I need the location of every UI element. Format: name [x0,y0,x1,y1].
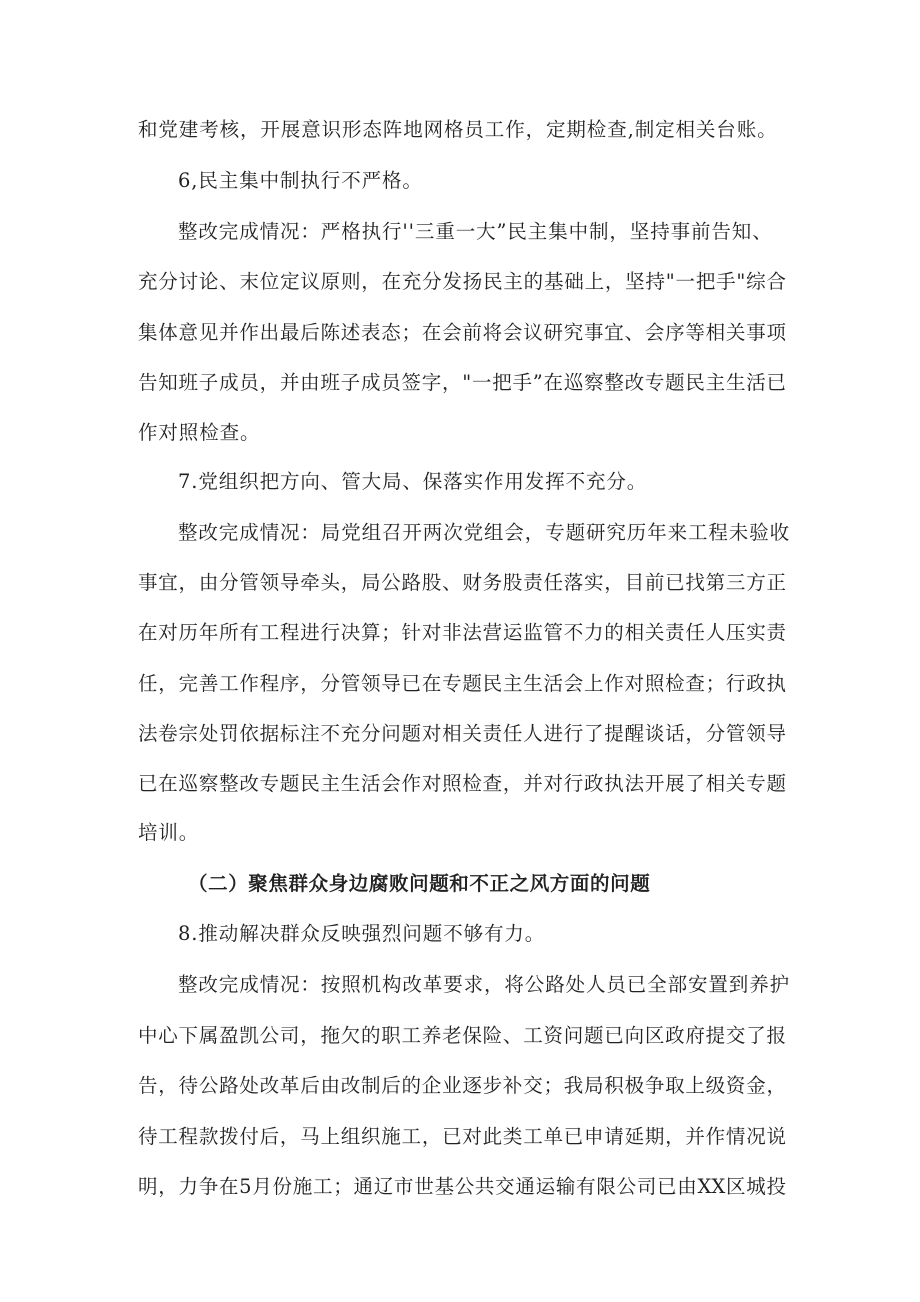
paragraph-line: 事宜，由分管领导牵头，局公路股、财务股责任落实，目前已找第三方正 [138,571,786,594]
paragraph-line: 作对照检查。 [138,421,261,444]
paragraph-line: 培训。 [138,821,200,844]
paragraph-line: 任，完善工作程序，分管领导已在专题民主生活会上作对照检查；行政执 [138,672,786,695]
section-heading: （二）聚焦群众身边腐败问题和不正之风方面的问题 [188,872,651,895]
paragraph-line: 中心下属盈凯公司，拖欠的职工养老保险、工资问题已向区政府提交了报 [138,1024,786,1047]
paragraph-line: 在对历年所有工程进行决算；针对非法营运监管不力的相关责任人压实责 [138,621,786,644]
paragraph-line: 法卷宗处罚依据标注不充分问题对相关责任人进行了提醒谈话，分管领导 [138,722,786,745]
paragraph-line: 告知班子成员，并由班子成员签字，"一把手”在巡察整改专题民主生活已 [138,371,786,394]
item-heading-6: 6,民主集中制执行不严格。 [178,169,423,192]
paragraph-line: 整改完成情况：局党组召开两次党组会，专题研究历年来工程未验收 [178,521,791,544]
paragraph-line: 集体意见并作出最后陈述表态；在会前将会议研究事宜、会序等相关事项 [138,321,786,344]
paragraph-line: 明，力争在5月份施工；通辽市世基公共交通运输有限公司已由XX区城投 [138,1175,786,1198]
paragraph-line: 告，待公路处改革后由改制后的企业逐步补交；我局积极争取上级资金， [138,1074,786,1097]
paragraph-line: 待工程款拨付后，马上组织施工，已对此类工单已申请延期，并作情况说 [138,1125,786,1148]
paragraph-line: 已在巡察整改专题民主生活会作对照检查，并对行政执法开展了相关专题 [138,772,786,795]
paragraph-line: 充分讨论、末位定议原则，在充分发扬民主的基础上，坚持"一把手"综合 [138,270,786,293]
paragraph-line: 整改完成情况：按照机构改革要求，将公路处人员已全部安置到养护 [178,973,791,996]
paragraph-line: 整改完成情况：严格执行''三重一大”民主集中制，坚持事前告知、 [178,220,773,243]
item-heading-8: 8.推动解决群众反映强烈问题不够有力。 [178,922,546,945]
paragraph-continuation-line: 和党建考核，开展意识形态阵地网格员工作，定期检查,制定相关台账。 [138,118,778,141]
item-heading-7: 7.党组织把方向、管大局、保落实作用发挥不充分。 [178,470,648,493]
